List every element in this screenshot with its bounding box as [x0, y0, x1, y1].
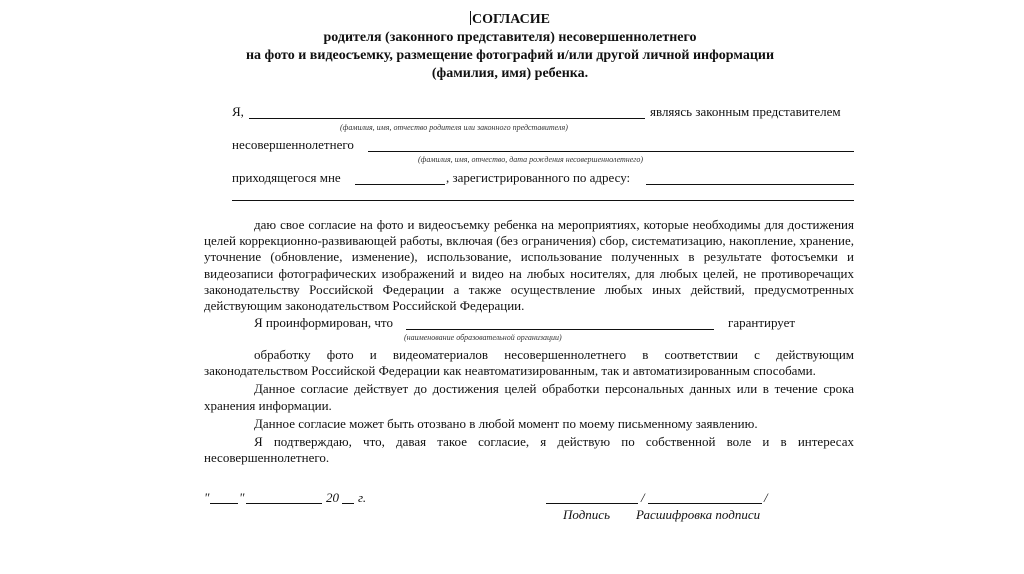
- parent-name-field[interactable]: [249, 118, 645, 119]
- i-label: Я,: [232, 104, 244, 119]
- minor-label: несовершеннолетнего: [232, 137, 354, 152]
- minor-name-field[interactable]: [368, 151, 854, 152]
- year-suffix: г.: [358, 490, 367, 505]
- address-field[interactable]: [646, 184, 854, 185]
- decode-label: Расшифровка подписи: [636, 507, 761, 522]
- quote-close: ": [239, 490, 245, 505]
- paragraph-processing: обработку фото и видеоматериалов несовершеннолетнего в соответствии с действующим законодательством Российской Федерации как неавтоматизированным, так и автоматизированным способами.: [204, 347, 854, 379]
- year-field[interactable]: [342, 503, 354, 504]
- relation-label: приходящегося мне: [232, 170, 341, 185]
- processing-paragraphs: [204, 347, 854, 466]
- text-cursor: [470, 11, 471, 25]
- document-title: [160, 11, 860, 28]
- address-field-line-2[interactable]: [232, 200, 854, 201]
- signature-label: Подпись: [563, 507, 610, 522]
- day-field[interactable]: [210, 503, 238, 504]
- paragraph-confirmation: Я подтверждаю, что, давая такое согласие, я действую по собственной воле и в интересах несовершеннолетнего.: [204, 434, 854, 466]
- relation-field[interactable]: [355, 184, 445, 185]
- signature-decode-field[interactable]: [648, 503, 762, 504]
- slash-1: /: [641, 490, 645, 505]
- title-line-3: на фото и видеосъемку, размещение фотографий и/или другой личной информации: [245, 48, 775, 63]
- hint-minor: (фамилия, имя, отчество, дата рождения несовершеннолетнего): [418, 155, 644, 164]
- year-prefix: 20: [326, 490, 339, 505]
- paragraph-validity: Данное согласие действует до достижения целей обработки персональных данных или в течение срока хранения информации.: [204, 381, 854, 413]
- signature-field[interactable]: [546, 503, 638, 504]
- slash-2: /: [764, 490, 768, 505]
- hint-parent: (фамилия, имя, отчество родителя или законного представителя): [340, 123, 568, 132]
- hint-organization: (наименование образовательной организации): [404, 333, 562, 342]
- paragraph-consent-text: даю свое согласие на фото и видеосъемку ребенка на мероприятиях, которые необходимы для достижения целей коррекционно-развивающей работы, включая (без ограничения) сбор, систематизацию, накопление, хранение, уточнение (обновление, изменение), использование, использование полученных в результате фотосъемки и видеозаписи фотографических изображений и видео на любых носителях, для любых целей, не противоречащих законодательству Российской Федерации а также осуществление любых иных действий, предусмотренных действующим законодательством Российской Федерации.: [204, 217, 854, 314]
- quote-open: ": [204, 490, 210, 505]
- informed-prefix: Я проинформирован, что: [254, 315, 393, 330]
- title-line-1: СОГЛАСИЕ: [472, 12, 550, 27]
- representative-label: являясь законным представителем: [650, 104, 841, 119]
- month-field[interactable]: [246, 503, 322, 504]
- address-label: , зарегистрированного по адресу:: [446, 170, 631, 185]
- consent-paragraph: [204, 217, 854, 314]
- organization-field[interactable]: [406, 329, 714, 330]
- paragraph-revocation: Данное согласие может быть отозвано в любой момент по моему письменному заявлению.: [254, 415, 758, 431]
- informed-suffix: гарантирует: [728, 315, 796, 330]
- title-line-4: (фамилия, имя) ребенка.: [431, 66, 589, 81]
- title-line-2: родителя (законного представителя) несовершеннолетнего: [323, 30, 697, 45]
